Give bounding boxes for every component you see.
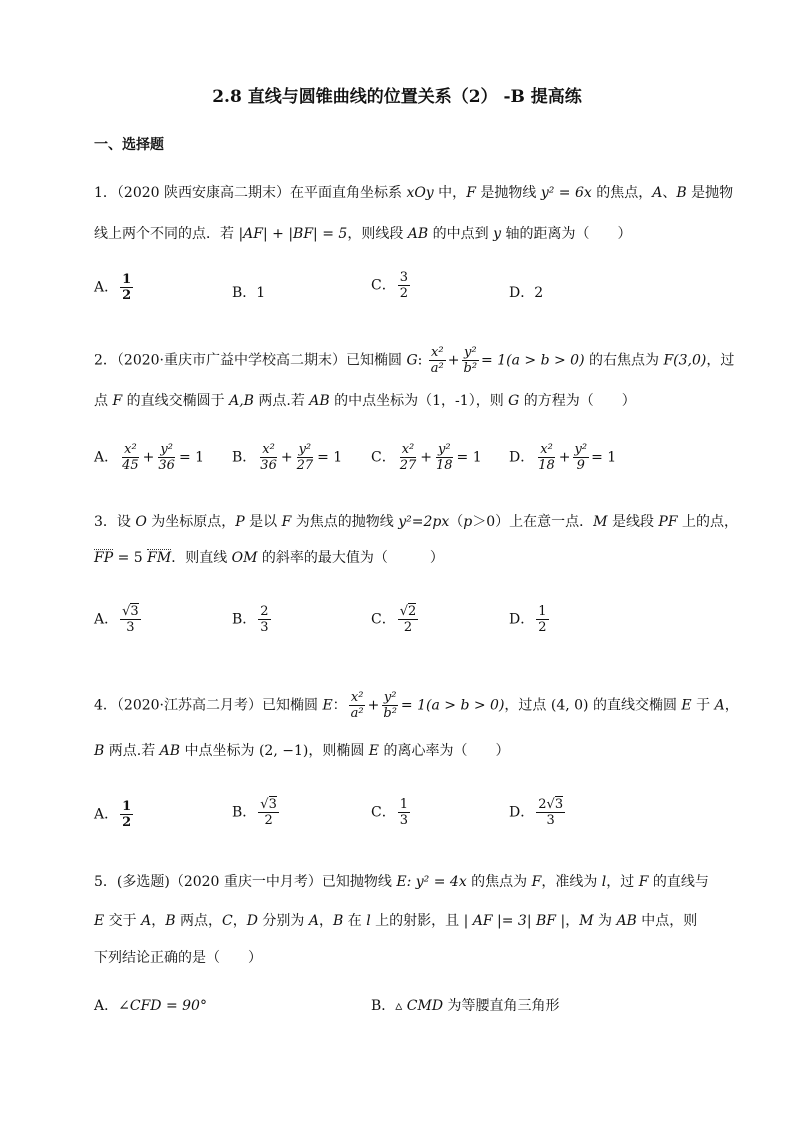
q3-math: P: [235, 514, 245, 530]
numerator: y²: [160, 442, 173, 457]
q5-option-b: [371, 995, 560, 1015]
numerator: 1: [538, 604, 547, 619]
denominator: 18: [436, 458, 453, 473]
q4-math: AB: [159, 743, 181, 759]
triangle-icon: ▵: [395, 998, 403, 1014]
q5-math: | AF |= 3| BF |: [463, 913, 566, 929]
q4-text: ，: [724, 697, 739, 714]
denominator: a²: [430, 361, 444, 376]
q3-text: 是线段: [607, 514, 659, 530]
numerator: √2: [399, 604, 417, 619]
fraction: [398, 270, 410, 301]
numerator: 1: [399, 797, 408, 812]
section-heading: 一、选择题: [94, 137, 164, 153]
q5-line-1: [94, 872, 709, 892]
option-label: B．: [371, 998, 396, 1014]
numerator: x²: [431, 345, 444, 360]
q1-option-a: [94, 272, 135, 303]
q3-text: 的斜率的最大值为（ ）: [257, 550, 444, 566]
denominator: 2: [122, 815, 132, 830]
q5-math: F: [638, 874, 649, 890]
q4-math: E: [368, 743, 380, 759]
radicand: 3: [554, 797, 564, 812]
denominator: 2: [399, 286, 408, 301]
q3-math: = 5: [113, 550, 148, 566]
denominator: 2: [264, 813, 273, 828]
q1-option-d: D．2: [509, 285, 544, 301]
q3-text: 是以: [244, 514, 282, 530]
radicand: 3: [268, 797, 277, 812]
q4-text: 4．（2020·江苏高二月考）已知椭圆: [94, 697, 323, 714]
vector-fp: FP: [94, 550, 114, 566]
q4-text: 于: [691, 697, 715, 714]
fraction: [120, 442, 141, 473]
q3-math: y²=2px: [398, 514, 450, 530]
numerator: x²: [350, 690, 364, 705]
q3-option-d: [509, 604, 551, 635]
q2-math: F: [112, 393, 123, 409]
q5-math: D: [246, 913, 258, 929]
q5-text: 两点，: [175, 913, 223, 929]
q5-math: E: [94, 913, 105, 929]
numerator: x²: [540, 442, 553, 457]
q1-text: 是抛物线: [475, 185, 541, 201]
denominator: 18: [538, 458, 555, 473]
q1-option-b: B．1: [232, 285, 266, 301]
q5-text: 交于: [104, 913, 142, 929]
q5-text: 5．(多选题)（2020 重庆一中月考）已知抛物线: [94, 874, 397, 890]
plus-sign: +: [142, 449, 155, 466]
q5-text: 在: [343, 913, 367, 929]
page-title: 2.8 直线与圆锥曲线的位置关系（2） -B 提高练: [212, 87, 582, 107]
denominator: 2: [122, 288, 132, 303]
q5-text: ，: [232, 913, 247, 929]
denominator: 45: [122, 458, 139, 473]
q3-math: O: [135, 514, 147, 530]
q5-text: 上的射影，且: [370, 913, 464, 929]
q5-math: B: [333, 913, 344, 929]
numerator: y²: [463, 345, 477, 360]
q5-text: 的焦点为: [466, 874, 532, 890]
q1-text: 轴的距离为（ ）: [501, 226, 632, 242]
option-label: B．: [232, 449, 257, 466]
q5-math: E: [396, 874, 407, 890]
q5-line-2: [94, 911, 697, 931]
fraction: [120, 272, 133, 303]
denominator: 3: [126, 620, 135, 635]
denominator: b²: [383, 706, 397, 721]
q5-text: ，准线为: [541, 874, 602, 890]
option-label: C．: [371, 804, 396, 821]
q3-text: 为坐标原点，: [146, 514, 236, 530]
q3-math: F: [281, 514, 292, 530]
q1-math: y² = 6x: [540, 185, 592, 201]
denominator: 36: [158, 458, 175, 473]
q3-line-1: [94, 512, 738, 532]
fraction: [156, 442, 177, 473]
q4-text: ：: [332, 697, 347, 714]
option-text: ∠CFD = 90°: [118, 998, 207, 1014]
q4-option-c: [371, 797, 412, 828]
q2-line-1: [94, 345, 734, 376]
numerator: √3: [122, 604, 139, 619]
numerator: 1: [122, 272, 132, 287]
q4-math: B: [94, 743, 105, 759]
denominator: 9: [576, 458, 585, 473]
numerator: y²: [298, 442, 312, 457]
option-label: B．: [232, 804, 257, 821]
denominator: a²: [350, 706, 364, 721]
denominator: 3: [260, 620, 269, 635]
fraction: [258, 604, 270, 635]
fraction: [258, 797, 279, 828]
q4-text: ，则椭圆: [308, 743, 369, 759]
option-label: D．: [509, 804, 535, 821]
q4-text: 两点.若: [104, 743, 160, 759]
q5-text: 分别为: [257, 913, 309, 929]
q3-math: OM: [231, 550, 258, 566]
q2-text: 的直线交椭圆于: [122, 393, 230, 409]
q3-math: M: [593, 514, 608, 530]
q2-math: AB: [309, 393, 330, 409]
q1-math: |AF| + |BF| = 5: [238, 226, 348, 242]
option-label: A．: [94, 806, 119, 823]
q2-option-a: [94, 442, 204, 473]
q3-line-2: [94, 548, 444, 568]
q4-math: A: [714, 697, 725, 714]
q2-text: ，过: [706, 352, 735, 369]
q4-option-b: [232, 797, 281, 828]
q1-math: F: [466, 185, 476, 201]
equals: = 1: [456, 449, 482, 466]
numerator: 1: [122, 799, 132, 814]
fraction: [398, 797, 410, 828]
q5-text: ，过: [606, 874, 639, 890]
q5-text: 中点，则: [636, 913, 698, 929]
q4-text: ，过点: [504, 697, 551, 714]
q4-text: 中点坐标为: [180, 743, 259, 759]
fraction: [434, 442, 455, 473]
q1-text: 的焦点，: [591, 185, 653, 201]
plus-sign: +: [447, 352, 460, 369]
plus-sign: +: [558, 449, 571, 466]
option-label: A．: [94, 449, 119, 466]
radicand: 3: [130, 604, 139, 619]
fraction: [398, 442, 419, 473]
q3-math: PF: [658, 514, 678, 530]
option-label: C．: [371, 611, 396, 628]
q4-option-a: [94, 799, 135, 830]
numerator: x²: [401, 442, 415, 457]
q2-text: 的中点坐标为（1，-1），则: [329, 393, 509, 409]
numerator: 2√3: [538, 797, 564, 812]
plus-sign: +: [367, 697, 380, 714]
q5-line-3: 下列结论正确的是（ ）: [94, 950, 262, 966]
q1-math: y: [493, 226, 502, 242]
q1-math: AB: [407, 226, 429, 242]
q1-text: 1．（2020 陕西安康高二期末）在平面直角坐标系: [94, 185, 407, 201]
q4-math: = 1(a > b > 0): [400, 697, 505, 714]
q5-math: B: [165, 913, 176, 929]
q3-option-b: [232, 604, 273, 635]
fraction: [573, 442, 590, 473]
q2-option-c: [371, 442, 482, 473]
coefficient: 2: [538, 797, 547, 812]
equals: = 1: [317, 449, 343, 466]
q2-option-b: [232, 442, 342, 473]
q4-text: 的直线交椭圆: [588, 697, 682, 714]
vector-fm: FM: [147, 550, 172, 566]
option-math: CMD: [406, 998, 444, 1014]
option-label: B．: [232, 611, 257, 628]
q4-math: (2, −1): [258, 743, 309, 759]
q5-text: ，: [319, 913, 333, 929]
option-label: C．: [371, 449, 396, 466]
q5-math: l: [601, 874, 607, 890]
q5-math: A: [308, 913, 319, 929]
q5-math: l: [366, 913, 371, 929]
fraction: [258, 442, 279, 473]
numerator: 2: [260, 604, 269, 619]
denominator: 3: [399, 813, 408, 828]
q2-math: G: [406, 352, 418, 369]
q4-math: E: [681, 697, 692, 714]
fraction: [536, 604, 548, 635]
q1-line-1: [94, 183, 733, 203]
q1-text: 线上两个不同的点．若: [94, 226, 239, 242]
numerator: y²: [383, 690, 397, 705]
denominator: b²: [463, 361, 478, 376]
q4-line-1: [94, 690, 739, 721]
q4-text: 的离心率为（ ）: [379, 743, 510, 759]
q1-text: ，则线段: [347, 226, 408, 242]
q2-text: :: [417, 352, 427, 369]
q3-text: 为焦点的抛物线: [291, 514, 399, 530]
q3-text: 3．设: [94, 514, 136, 530]
q3-text: ＞0）上在意一点．: [472, 514, 594, 530]
q1-math: B: [676, 185, 687, 201]
q1-text: 是抛物: [686, 185, 734, 201]
q1-math: xOy: [406, 185, 434, 201]
q4-option-d: [509, 797, 567, 828]
q3-math: p: [463, 514, 473, 530]
option-label: A．: [94, 611, 119, 628]
denominator: 27: [399, 458, 417, 473]
option-label: A．: [94, 279, 119, 296]
denominator: 2: [403, 620, 413, 635]
q1-line-2: [94, 224, 631, 244]
q4-math: E: [322, 697, 333, 714]
q5-math: C: [222, 913, 233, 929]
numerator: x²: [124, 442, 137, 457]
q3-text: ．则直线: [171, 550, 232, 566]
q2-math: G: [508, 393, 520, 409]
q5-text: 的直线与: [648, 874, 709, 890]
q1-text: 的中点到: [428, 226, 494, 242]
option-label: D．: [509, 611, 535, 628]
equals: = 1: [591, 449, 617, 466]
q5-math: A: [141, 913, 152, 929]
denominator: 3: [546, 813, 555, 828]
q2-text: 的方程为（ ）: [519, 393, 636, 409]
denominator: 36: [260, 458, 277, 473]
q2-line-2: [94, 391, 636, 411]
numerator: √3: [260, 797, 277, 812]
q5-text: ，: [151, 913, 166, 929]
numerator: 3: [399, 270, 408, 285]
fraction: [429, 345, 446, 376]
q2-text: 点: [94, 393, 113, 409]
q4-line-2: [94, 741, 509, 761]
numerator: y²: [437, 442, 451, 457]
fraction: [398, 604, 419, 635]
denominator: 2: [538, 620, 547, 635]
q3-text: （: [449, 514, 464, 530]
q3-option-c: [371, 604, 420, 635]
plus-sign: +: [280, 449, 293, 466]
radicand: 2: [408, 604, 417, 619]
fraction: [381, 690, 399, 721]
q5-math: F: [531, 874, 542, 890]
fraction: [536, 797, 565, 828]
q2-text: 两点.若: [253, 393, 310, 409]
q2-option-d: [509, 442, 616, 473]
fraction: [349, 690, 366, 721]
plus-sign: +: [420, 449, 432, 466]
denominator: 27: [296, 458, 314, 473]
option-text: 为等腰直角三角形: [443, 998, 560, 1014]
option-label: D．: [509, 449, 535, 466]
q2-text: 2．（2020·重庆市广益中学校高二期末）已知椭圆: [94, 352, 407, 369]
option-label: C．: [371, 277, 396, 294]
equals: = 1: [178, 449, 205, 466]
q2-math: A,B: [229, 393, 254, 409]
q5-math: AB: [616, 913, 637, 929]
q4-math: (4, 0): [550, 697, 589, 714]
q2-text: 的右焦点为: [584, 352, 664, 369]
q3-option-a: [94, 604, 143, 635]
fraction: [462, 345, 480, 376]
q1-math: A: [652, 185, 663, 201]
q2-math: = 1(a > b > 0): [481, 352, 585, 369]
fraction: [120, 604, 141, 635]
q5-math: M: [579, 913, 594, 929]
numerator: x²: [262, 442, 275, 457]
q1-text: 中，: [433, 185, 467, 201]
q5-text: ，: [565, 913, 580, 929]
q1-text: 、: [662, 185, 677, 201]
numerator: y²: [574, 442, 588, 457]
fraction: [536, 442, 557, 473]
q1-option-c: [371, 270, 412, 301]
q5-math: : y² = 4x: [406, 874, 467, 890]
option-label: A．: [94, 998, 119, 1014]
q5-option-a: [94, 995, 207, 1015]
fraction: [120, 799, 133, 830]
q5-text: 为: [593, 913, 617, 929]
fraction: [295, 442, 316, 473]
q3-text: 上的点，: [677, 514, 739, 530]
q2-math: F(3,0): [663, 352, 707, 369]
